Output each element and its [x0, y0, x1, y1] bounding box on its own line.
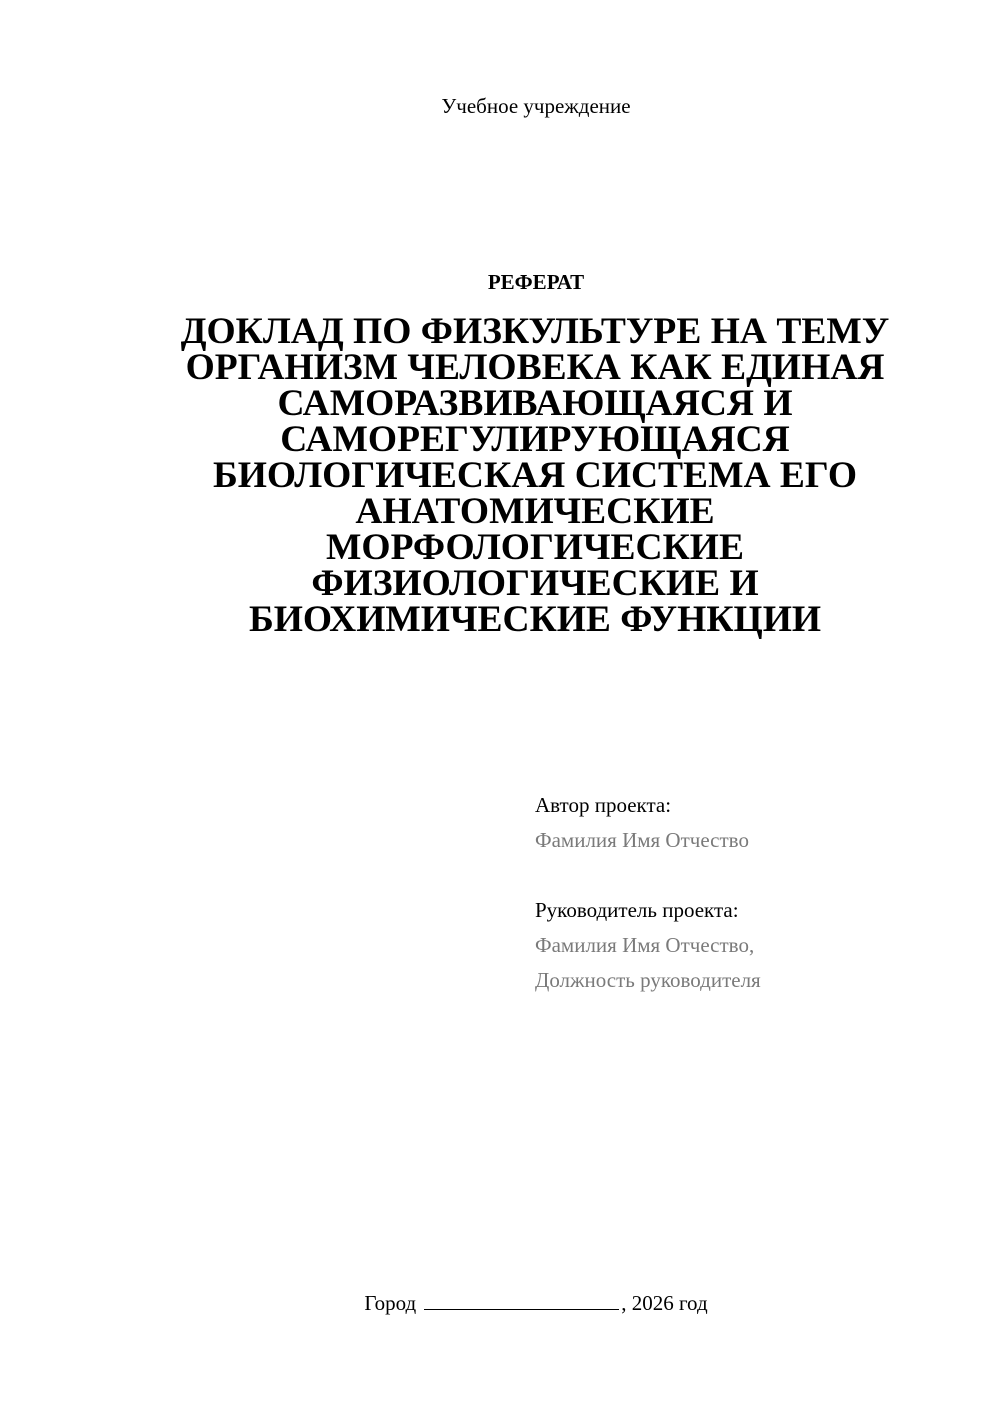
title-line: ФИЗИОЛОГИЧЕСКИЕ И: [311, 563, 759, 604]
title-line: АНАТОМИЧЕСКИЕ: [355, 491, 715, 532]
credits-spacer: [535, 858, 975, 893]
document-type: РЕФЕРАТ: [487, 270, 585, 294]
city-label: Город: [364, 1291, 417, 1315]
title-line: САМОРАЗВИВАЮЩАЯСЯ И: [277, 383, 793, 424]
author-name: Фамилия Имя Отчество: [535, 828, 749, 852]
title-line: САМОРЕГУЛИРУЮЩАЯСЯ: [280, 419, 790, 460]
title-line: БИОХИМИЧЕСКИЕ ФУНКЦИИ: [248, 599, 822, 640]
title-line: БИОЛОГИЧЕСКАЯ СИСТЕМА ЕГО: [212, 455, 858, 496]
supervisor-position: Должность руководителя: [535, 968, 761, 992]
title-line: МОРФОЛОГИЧЕСКИЕ: [326, 527, 744, 568]
title-line: ОРГАНИЗМ ЧЕЛОВЕКА КАК ЕДИНАЯ: [185, 347, 885, 388]
city-blank: [424, 1289, 619, 1310]
institution-name: Учебное учреждение: [441, 94, 631, 118]
city-year-line: [0, 1289, 1000, 1317]
title-line: ДОКЛАД ПО ФИЗКУЛЬТУРЕ НА ТЕМУ: [180, 311, 890, 352]
year-text: , 2026 год: [621, 1291, 708, 1315]
author-label: Автор проекта:: [535, 793, 672, 817]
credits-block: [535, 788, 975, 998]
document-title: [150, 311, 920, 640]
supervisor-label: Руководитель проекта:: [535, 898, 739, 922]
supervisor-name: Фамилия Имя Отчество,: [535, 933, 755, 957]
